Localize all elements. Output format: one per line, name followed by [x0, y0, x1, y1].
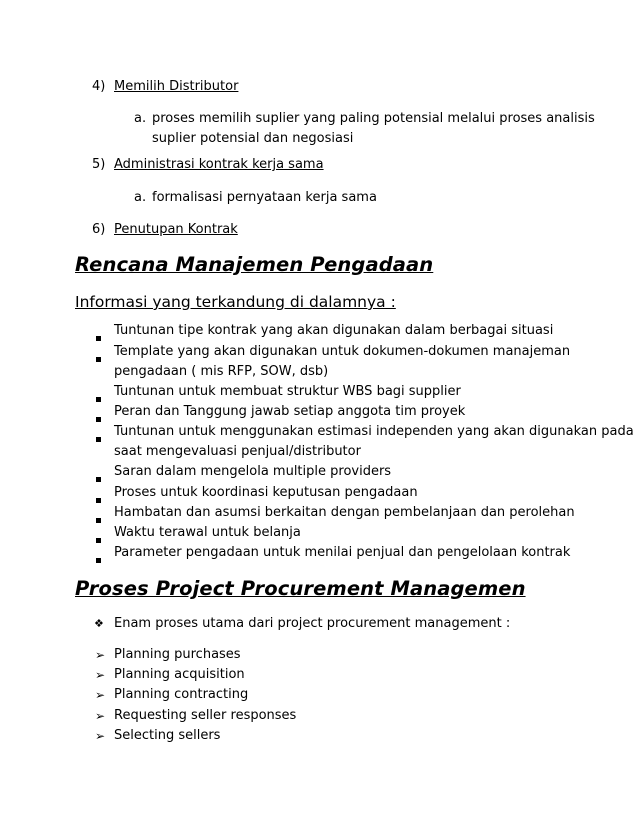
square-bullet-icon [96, 409, 101, 429]
arrow-bullet-icon: ➢ [95, 729, 106, 743]
list-number: 4) [92, 79, 106, 94]
section-heading: Rencana Manajemen Pengadaan [75, 253, 434, 276]
bullet-item: Saran dalam mengelola multiple providers [114, 464, 392, 479]
section-subheading: Informasi yang terkandung di dalamnya : [75, 293, 396, 311]
sub-item-letter: a. [134, 190, 147, 205]
bullet-item: Waktu terawal untuk belanja [114, 525, 301, 540]
arrow-bullet-icon: ➢ [95, 668, 106, 682]
bullet-item: Peran dan Tanggung jawab setiap anggota tim proyek [114, 404, 466, 419]
sub-item-text: suplier potensial dan negosiasi [152, 131, 354, 146]
square-bullet-icon [96, 349, 101, 369]
list-item-title: Penutupan Kontrak [114, 222, 238, 237]
square-bullet-icon [96, 429, 101, 449]
bullet-item: Tuntunan tipe kontrak yang akan digunakan dalam berbagai situasi [114, 323, 554, 338]
square-bullet-icon [96, 530, 101, 550]
list-number: 5) [92, 157, 106, 172]
square-bullet-icon [96, 550, 101, 570]
intro-text: Enam proses utama dari project procurement management : [114, 616, 511, 631]
list-item-title: Memilih Distributor [114, 79, 239, 94]
section-heading: Proses Project Procurement Managemen [75, 577, 526, 600]
list-number: 6) [92, 222, 106, 237]
process-item: Planning purchases [114, 647, 241, 662]
bullet-item: Tuntunan untuk menggunakan estimasi independen yang akan digunakan pada [114, 424, 634, 439]
process-item: Requesting seller responses [114, 708, 297, 723]
bullet-item: Proses untuk koordinasi keputusan pengadaan [114, 485, 418, 500]
bullet-item: Parameter pengadaan untuk menilai penjual dan pengelolaan kontrak [114, 545, 571, 560]
arrow-bullet-icon: ➢ [95, 648, 106, 662]
square-bullet-icon [96, 469, 101, 489]
sub-item-letter: a. [134, 111, 147, 126]
diamond-bullet-icon: ❖ [94, 617, 104, 630]
bullet-item: Hambatan dan asumsi berkaitan dengan pembelanjaan dan perolehan [114, 505, 575, 520]
square-bullet-icon [96, 389, 101, 409]
process-item: Planning acquisition [114, 667, 245, 682]
bullet-item: Template yang akan digunakan untuk dokumen-dokumen manajeman [114, 344, 571, 359]
square-bullet-icon [96, 490, 101, 510]
bullet-item-continuation: saat mengevaluasi penjual/distributor [114, 444, 361, 459]
square-bullet-icon [96, 510, 101, 530]
arrow-bullet-icon: ➢ [95, 709, 106, 723]
process-item: Selecting sellers [114, 728, 221, 743]
square-bullet-icon [96, 328, 101, 348]
sub-item-text: formalisasi pernyataan kerja sama [152, 190, 377, 205]
sub-item-text: proses memilih suplier yang paling potensial melalui proses analisis [152, 111, 595, 126]
arrow-bullet-icon: ➢ [95, 688, 106, 702]
list-item-title: Administrasi kontrak kerja sama [114, 157, 324, 172]
bullet-item-continuation: pengadaan ( mis RFP, SOW, dsb) [114, 364, 329, 379]
bullet-item: Tuntunan untuk membuat struktur WBS bagi supplier [114, 384, 461, 399]
process-item: Planning contracting [114, 687, 249, 702]
